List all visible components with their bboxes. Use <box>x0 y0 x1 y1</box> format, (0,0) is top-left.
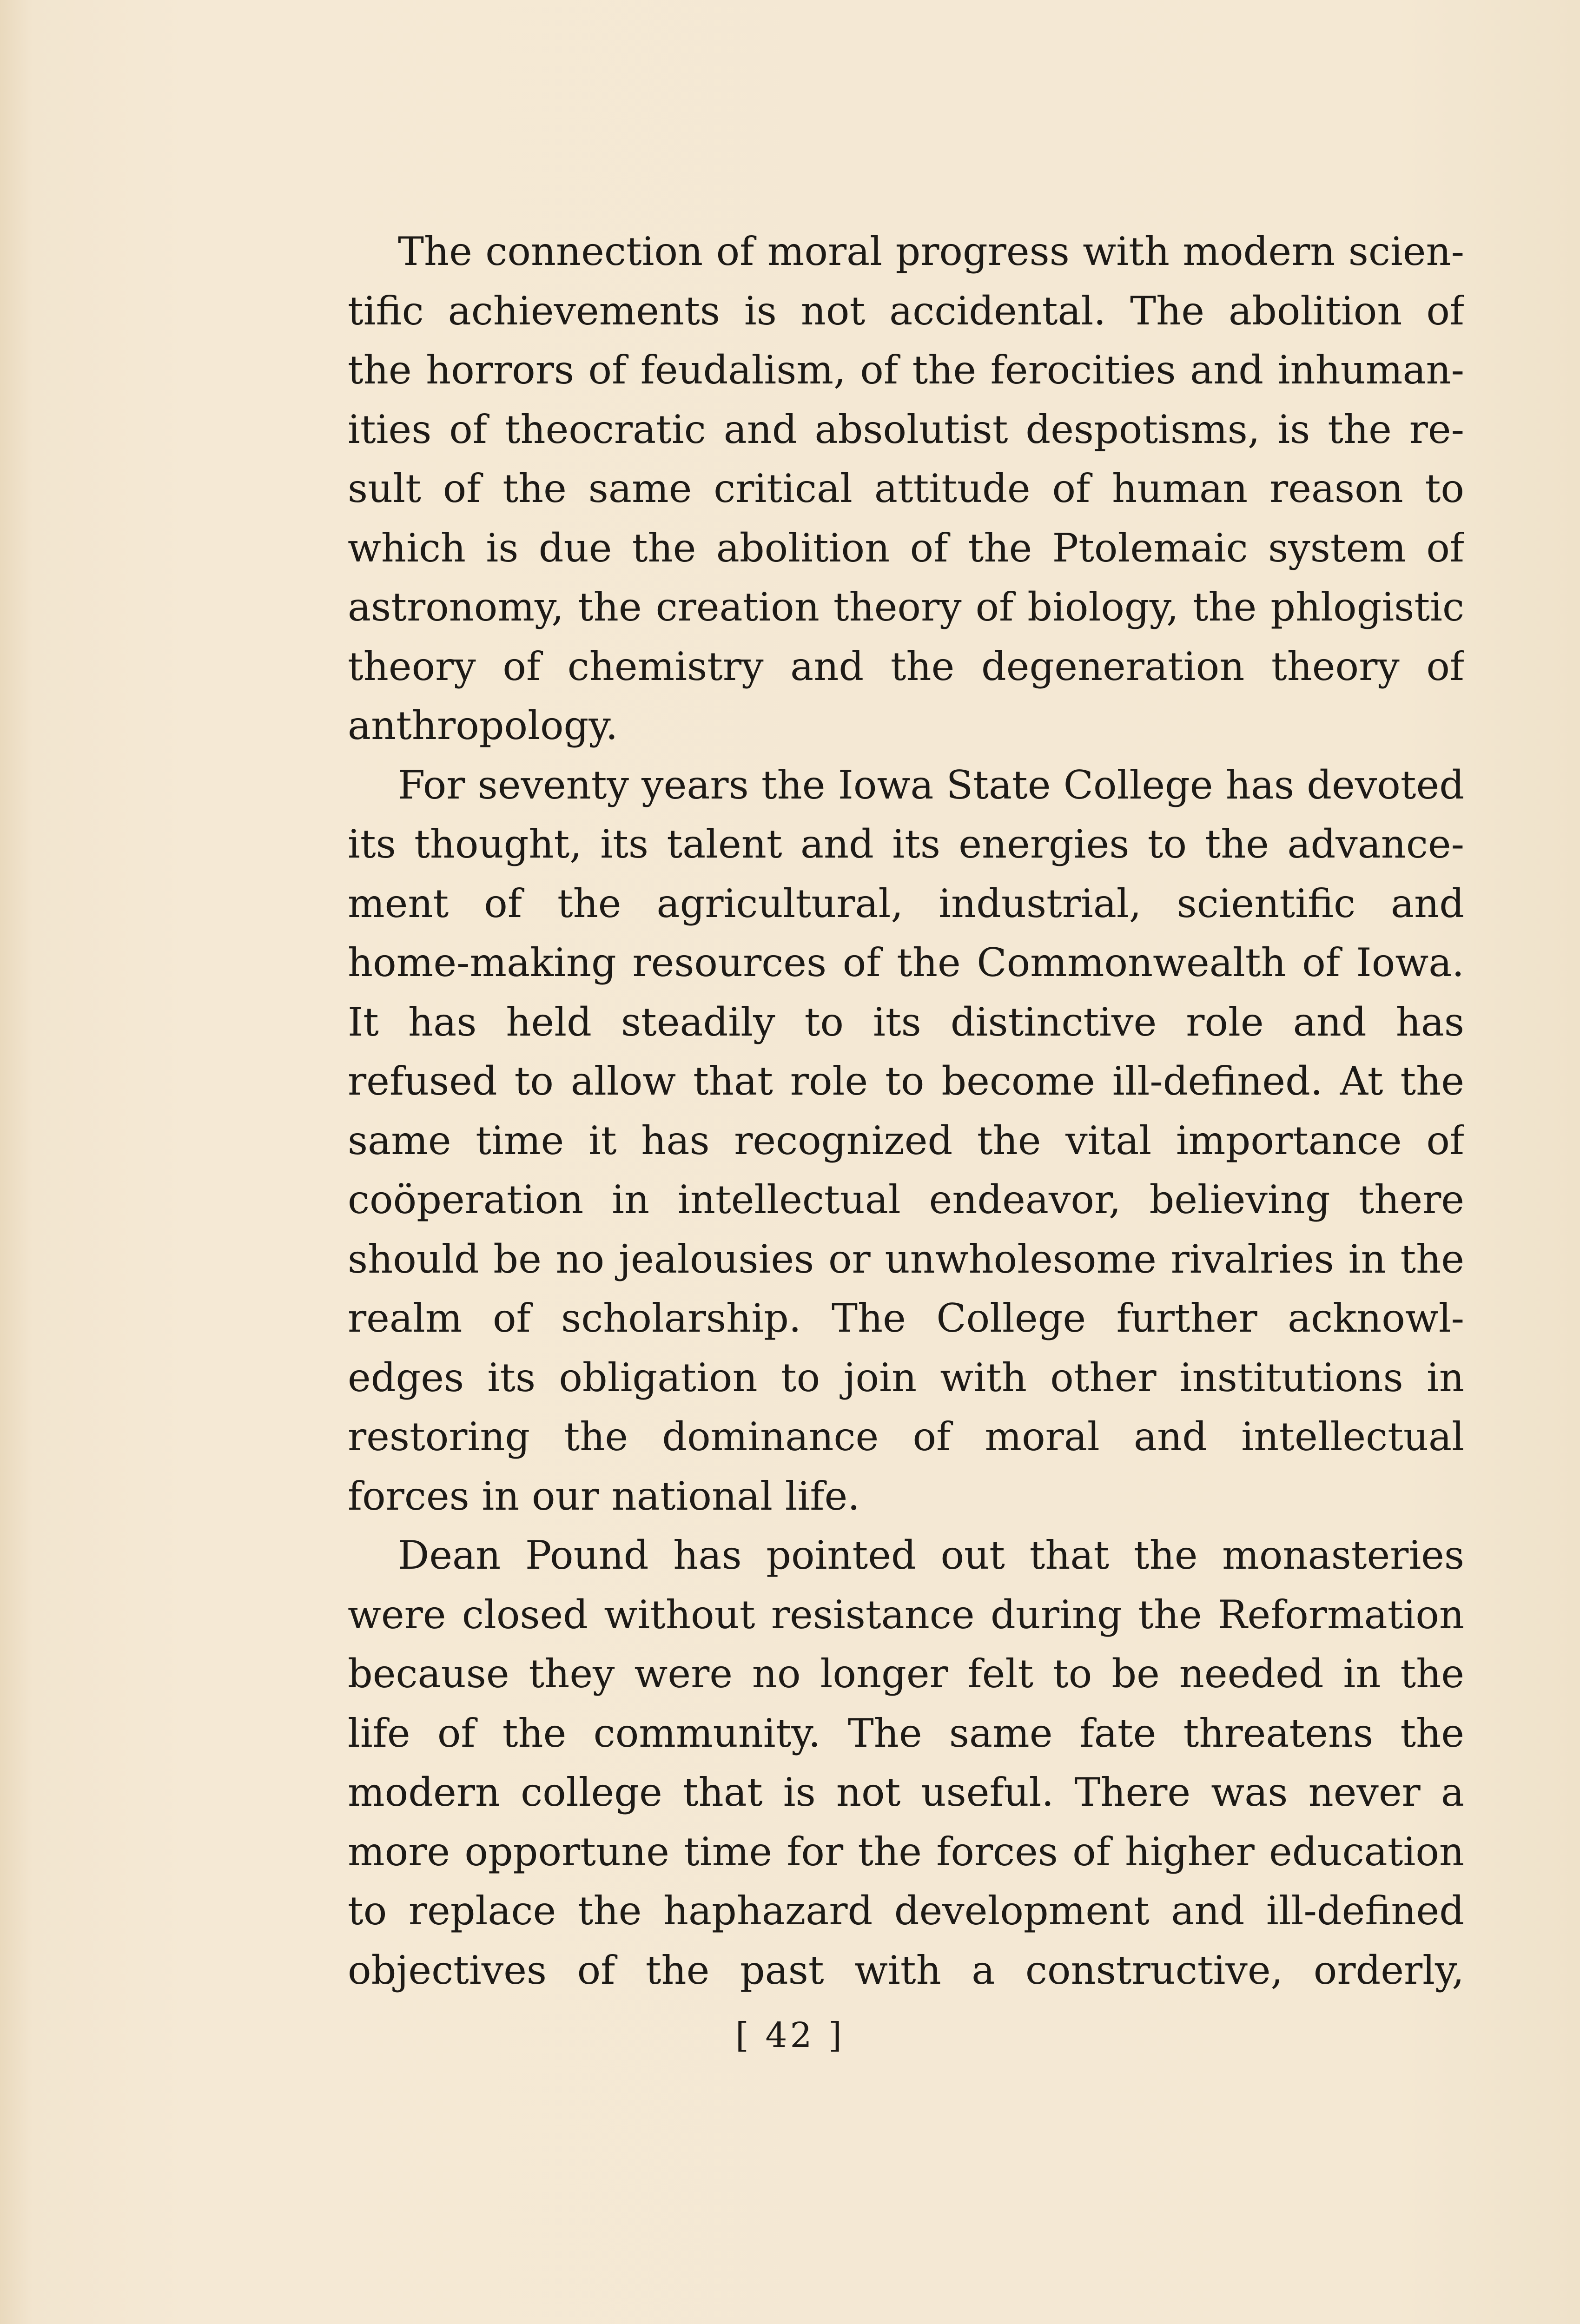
text-line: realm of scholarship. The College further acknowl- <box>348 1295 1464 1341</box>
text-line: astronomy, the creation theory of biology, the phlogistic <box>348 584 1464 630</box>
text-line: For seventy years the Iowa State College has devoted <box>398 762 1464 808</box>
text-line: because they were no longer felt to be needed in the <box>348 1651 1464 1697</box>
paragraph-1 <box>348 222 1464 756</box>
text-line: anthropology. <box>348 703 618 748</box>
text-line: objectives of the past with a constructive, orderly, <box>348 1947 1464 1993</box>
text-line: home-making resources of the Commonwealth of Iowa. <box>348 940 1464 985</box>
text-line: theory of chemistry and the degeneration theory of <box>348 643 1464 689</box>
text-line: It has held steadily to its distinctive role and has <box>348 999 1464 1045</box>
paragraph-3 <box>348 1526 1464 2000</box>
text-line: should be no jealousies or unwholesome rivalries in the <box>348 1236 1464 1282</box>
text-line: coöperation in intellectual endeavor, believing there <box>348 1177 1464 1222</box>
text-line: the horrors of feudalism, of the ferocities and inhuman- <box>348 347 1464 393</box>
text-line: tific achievements is not accidental. The abolition of <box>348 288 1464 334</box>
text-line: The connection of moral progress with modern scien- <box>398 229 1464 274</box>
text-line: Dean Pound has pointed out that the monasteries <box>398 1532 1464 1578</box>
text-line: to replace the haphazard development and ill-defined <box>348 1888 1464 1934</box>
text-line: its thought, its talent and its energies to the advance- <box>348 821 1464 867</box>
text-line: modern college that is not useful. There was never a <box>348 1769 1464 1815</box>
body-text <box>348 222 1464 2000</box>
text-line: edges its obligation to join with other institutions in <box>348 1354 1464 1400</box>
text-line: which is due the abolition of the Ptolemaic system of <box>348 525 1464 571</box>
text-line: ment of the agricultural, industrial, scientific and <box>348 880 1464 926</box>
text-line: same time it has recognized the vital importance of <box>348 1117 1464 1163</box>
text-line: ities of theocratic and absolutist despotisms, is the re- <box>348 406 1464 452</box>
text-line: forces in our national life. <box>348 1473 860 1519</box>
text-line: were closed without resistance during the Reformation <box>348 1591 1464 1637</box>
text-line: more opportune time for the forces of higher education <box>348 1829 1464 1875</box>
text-line: refused to allow that role to become ill-defined. At the <box>348 1058 1464 1104</box>
text-line: sult of the same critical attitude of human reason to <box>348 466 1464 511</box>
text-line: life of the community. The same fate threatens the <box>348 1710 1464 1756</box>
text-line: restoring the dominance of moral and intellectual <box>348 1414 1464 1459</box>
page-number: [ 42 ] <box>735 2015 845 2055</box>
paragraph-2 <box>348 756 1464 1526</box>
